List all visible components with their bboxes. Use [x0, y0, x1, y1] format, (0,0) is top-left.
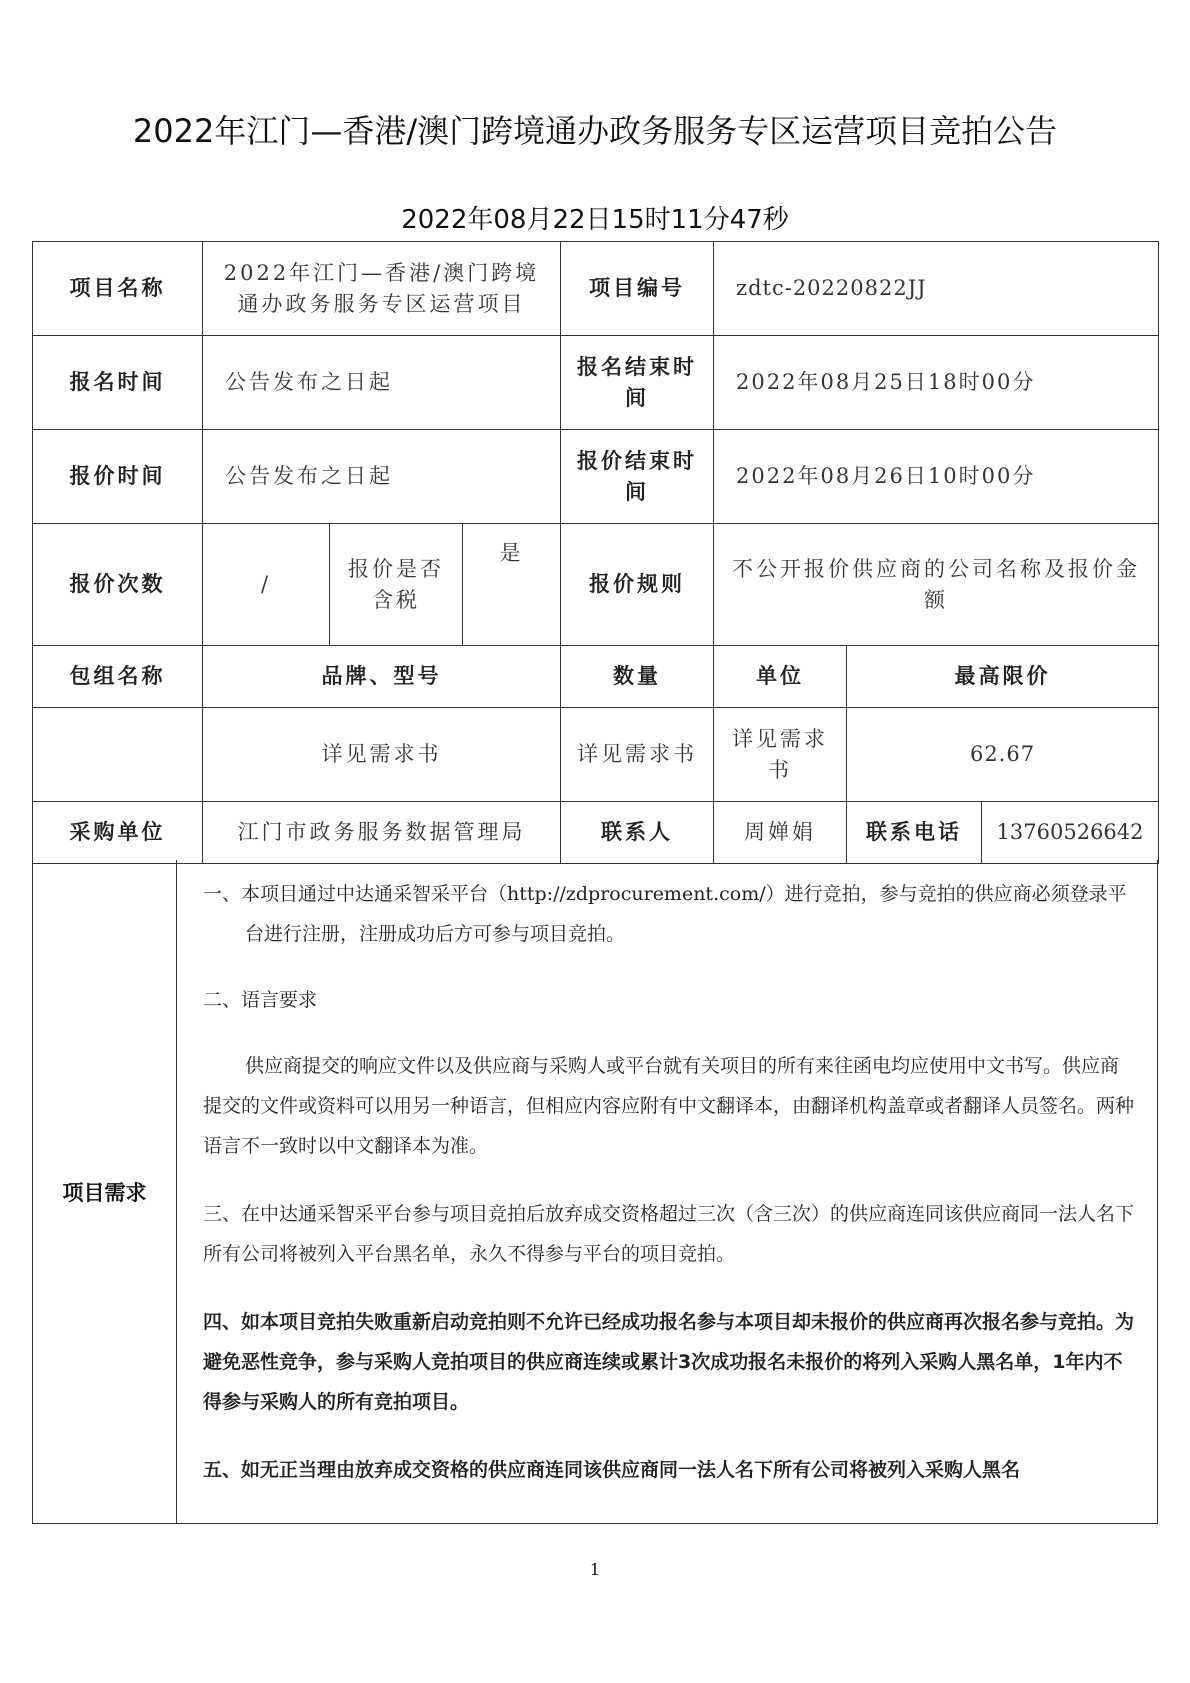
reg-time-label: 报名时间: [33, 336, 203, 430]
tax-label: 报价是否含税: [330, 524, 463, 646]
requirements-body: [177, 860, 1157, 1523]
requirement-paragraph-5: 四、如本项目竞拍失败重新启动竞拍则不允许已经成功报名参与本项目却未报价的供应商再次报名参与竞拍。为避免恶性竞争，参与采购人竞拍项目的供应商连续或累计3次成功报名未报价的将列入采购人黑名单，1年内不得参与采购人的所有竞拍项目。: [203, 1311, 1135, 1413]
requirements-label: 项目需求: [33, 860, 177, 1523]
requirements-section: [32, 860, 1158, 1524]
qty-label: 数量: [561, 646, 714, 708]
contact-value: 周婵娟: [714, 802, 847, 864]
quote-time-label: 报价时间: [33, 430, 203, 524]
reg-end-value: 2022年08月25日18时00分: [714, 336, 1159, 430]
project-name-label: 项目名称: [33, 242, 203, 336]
phone-label: 联系电话: [847, 802, 982, 864]
project-info-table: [32, 241, 1159, 864]
reg-time-value: 公告发布之日起: [203, 336, 561, 430]
requirement-paragraph-1: 一、本项目通过中达通采智采平台（http://zdprocurement.com/）进行竞拍，参与竞拍的供应商必须登录平台进行注册，注册成功后方可参与项目竞拍。: [203, 883, 1127, 945]
package-value: [33, 708, 203, 802]
table-row: [33, 336, 1159, 430]
contact-label: 联系人: [561, 802, 714, 864]
table-row: [33, 524, 1159, 646]
phone-value: 13760526642: [982, 802, 1159, 864]
quote-rule-label: 报价规则: [561, 524, 714, 646]
project-name-value: 2022年江门—香港/澳门跨境通办政务服务专区运营项目: [203, 242, 561, 336]
qty-value: 详见需求书: [561, 708, 714, 802]
brand-label: 品牌、型号: [203, 646, 561, 708]
project-no-label: 项目编号: [561, 242, 714, 336]
requirement-paragraph-4: 三、在中达通采智采平台参与项目竞拍后放弃成交资格超过三次（含三次）的供应商连同该供应商同一法人名下所有公司将被列入平台黑名单，永久不得参与平台的项目竞拍。: [203, 1203, 1135, 1265]
quote-time-value: 公告发布之日起: [203, 430, 561, 524]
tax-value: 是: [463, 524, 561, 646]
table-row: [33, 802, 1159, 864]
quote-end-value: 2022年08月26日10时00分: [714, 430, 1159, 524]
table-row: [33, 646, 1159, 708]
table-row: [33, 242, 1159, 336]
buyer-value: 江门市政务服务数据管理局: [203, 802, 561, 864]
buyer-label: 采购单位: [33, 802, 203, 864]
quote-end-label: 报价结束时间: [561, 430, 714, 524]
table-row: [33, 708, 1159, 802]
project-no-value: zdtc-20220822JJ: [714, 242, 1159, 336]
requirement-paragraph-2: 二、语言要求: [203, 989, 318, 1011]
package-label: 包组名称: [33, 646, 203, 708]
brand-value: 详见需求书: [203, 708, 561, 802]
quote-count-value: /: [203, 524, 330, 646]
table-row: [33, 430, 1159, 524]
unit-value: 详见需求书: [714, 708, 847, 802]
quote-count-label: 报价次数: [33, 524, 203, 646]
reg-end-label: 报名结束时间: [561, 336, 714, 430]
publish-datetime: 2022年08月22日15时11分47秒: [401, 205, 789, 235]
requirement-paragraph-3: 供应商提交的响应文件以及供应商与采购人或平台就有关项目的所有来往函电均应使用中文书写。供应商提交的文件或资料可以用另一种语言，但相应内容应附有中文翻译本，由翻译机构盖章或者翻译人员签名。两种语言不一致时以中文翻译本为准。: [203, 1055, 1135, 1157]
page-number: 1: [589, 1560, 601, 1579]
unit-label: 单位: [714, 646, 847, 708]
quote-rule-value: 不公开报价供应商的公司名称及报价金额: [714, 524, 1159, 646]
max-price-value: 62.67: [847, 708, 1159, 802]
document-title: 2022年江门—香港/澳门跨境通办政务服务专区运营项目竞拍公告: [132, 112, 1058, 150]
max-price-label: 最高限价: [847, 646, 1159, 708]
requirement-paragraph-6: 五、如无正当理由放弃成交资格的供应商连同该供应商同一法人名下所有公司将被列入采购人黑名: [203, 1459, 1021, 1481]
